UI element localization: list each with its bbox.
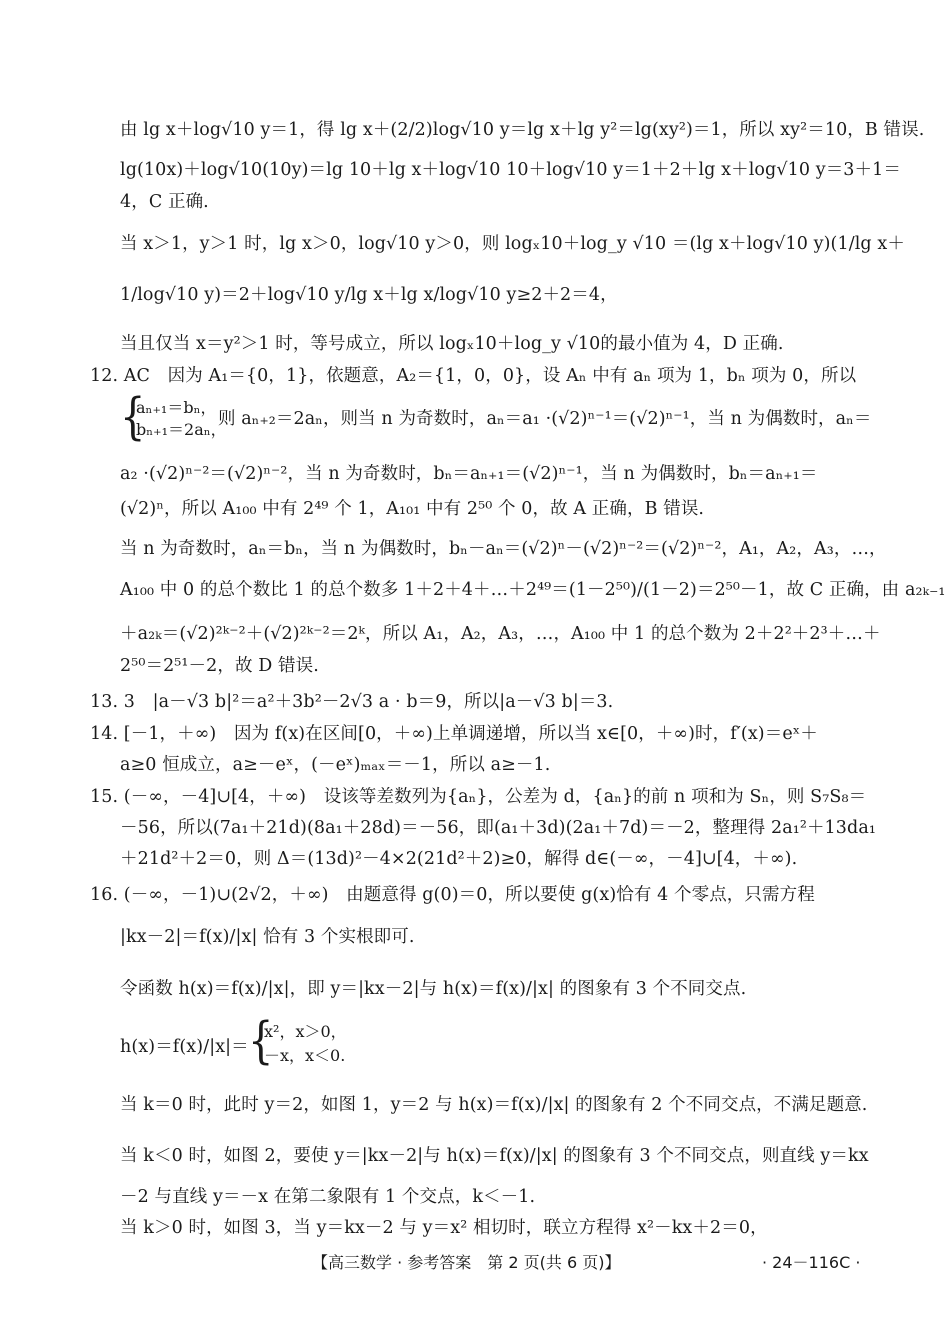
text-line: h(x)＝f(x)/|x|＝ [120, 1037, 249, 1057]
text-line: 4，C 正确. [120, 192, 209, 212]
system-row: bₙ₊₁＝2aₙ， [136, 420, 227, 439]
page-footer: 【高三数学 · 参考答案 第 2 页(共 6 页)】 [312, 1253, 621, 1272]
text-line: ＋21d²＋2＝0，则 Δ＝(13d)²－4×2(21d²＋2)≥0，解得 d∈(－∞，－4]∪[4，＋∞). [120, 849, 798, 869]
text-line: 当 k＝0 时，此时 y＝2，如图 1，y＝2 与 h(x)＝f(x)/|x| 的图象有 2 个不同交点，不满足题意. [120, 1095, 868, 1115]
answer-16-heading: 16. (－∞，－1)∪(2√2，＋∞) 由题意得 g(0)＝0，所以要使 g(x)恰有 4 个零点，只需方程 [90, 885, 815, 905]
text-line: －56，所以(7a₁＋21d)(8a₁＋28d)＝－56，即(a₁＋3d)(2a₁＋7d)＝－2，整理得 2a₁²＋13da₁ [120, 818, 876, 838]
answer-12-heading: 12. AC 因为 A₁＝{0，1}，依题意，A₂＝{1，0，0}，设 Aₙ 中有 aₙ 项为 1，bₙ 项为 0，所以 [90, 366, 857, 386]
answer-14: 14. [－1，＋∞) 因为 f(x)在区间[0，＋∞)上单调递增，所以当 x∈[0，＋∞)时，f′(x)＝eˣ＋ [90, 724, 818, 744]
answer-15: 15. (－∞，－4]∪[4，＋∞) 设该等差数列为{aₙ}，公差为 d，{aₙ}的前 n 项和为 Sₙ，则 S₇S₈＝ [90, 787, 867, 807]
text-line: 当且仅当 x＝y²＞1 时，等号成立，所以 logₓ10＋log_y √10的最小值为 4，D 正确. [120, 334, 784, 354]
piecewise-system-12 [120, 388, 230, 446]
text-line: 当 k＞0 时，如图 3，当 y＝kx－2 与 y＝x² 相切时，联立方程得 x²－kx＋2＝0， [120, 1218, 768, 1238]
left-brace: { [248, 1012, 274, 1070]
text-line: lg(10x)＋log√10(10y)＝lg 10＋lg x＋log√10 10＋log√10 y＝1＋2＋lg x＋log√10 y＝3＋1＝ [120, 160, 901, 180]
text-line: A₁₀₀ 中 0 的总个数比 1 的总个数多 1＋2＋4＋…＋2⁴⁹＝(1－2⁵⁰)/(1－2)＝2⁵⁰－1，故 C 正确，由 a₂ₖ₋₁ [120, 580, 946, 600]
system-row: aₙ₊₁＝bₙ， [136, 398, 217, 417]
left-brace: { [120, 388, 146, 446]
text-line: －2 与直线 y＝－x 在第二象限有 1 个交点，k＜－1. [120, 1187, 536, 1207]
function-row: x²，x＞0， [264, 1022, 347, 1041]
text-line: 令函数 h(x)＝f(x)/|x|，即 y＝|kx－2|与 h(x)＝f(x)/|x| 的图象有 3 个不同交点. [120, 979, 747, 999]
text-line: 1/log√10 y)＝2＋log√10 y/lg x＋lg x/log√10 y≥2＋2＝4， [120, 285, 618, 305]
answer-13: 13. 3 |a－√3 b|²＝a²＋3b²－2√3 a · b＝9，所以|a－√3 b|＝3. [90, 692, 614, 712]
text-line: ＋a₂ₖ＝(√2)²ᵏ⁻²＋(√2)²ᵏ⁻²＝2ᵏ，所以 A₁，A₂，A₃，…，A₁₀₀ 中 1 的总个数为 2＋2²＋2³＋…＋ [120, 624, 881, 644]
footer-code: · 24－116C · [762, 1253, 861, 1272]
text-line: 当 n 为奇数时，aₙ＝bₙ，当 n 为偶数时，bₙ－aₙ＝(√2)ⁿ－(√2)ⁿ⁻²＝(√2)ⁿ⁻²，A₁，A₂，A₃，…， [120, 539, 887, 559]
text-line: a≥0 恒成立，a≥－eˣ，(－eˣ)ₘₐₓ＝－1，所以 a≥－1. [120, 755, 551, 775]
text-line: 由 lg x＋log√10 y＝1，得 lg x＋(2/2)log√10 y＝lg x＋lg y²＝lg(xy²)＝1，所以 xy²＝10，B 错误. [120, 120, 925, 140]
text-line: 当 x＞1，y＞1 时，lg x＞0，log√10 y＞0，则 logₓ10＋log_y √10 ＝(lg x＋log√10 y)(1/lg x＋ [120, 234, 905, 254]
text-line: 当 k＜0 时，如图 2，要使 y＝|kx－2|与 h(x)＝f(x)/|x| 的图象有 3 个不同交点，则直线 y＝kx [120, 1146, 869, 1166]
text-line: |kx－2|＝f(x)/|x| 恰有 3 个实根即可. [120, 927, 415, 947]
text-line: 2⁵⁰＝2⁵¹－2，故 D 错误. [120, 656, 319, 676]
piecewise-function-h [248, 1012, 358, 1070]
text-line: (√2)ⁿ，所以 A₁₀₀ 中有 2⁴⁹ 个 1，A₁₀₁ 中有 2⁵⁰ 个 0，故 A 正确，B 错误. [120, 499, 705, 519]
text-line: 则 aₙ₊₂＝2aₙ，则当 n 为奇数时，aₙ＝a₁ ·(√2)ⁿ⁻¹＝(√2)ⁿ⁻¹，当 n 为偶数时，aₙ＝ [218, 409, 872, 429]
text-line: a₂ ·(√2)ⁿ⁻²＝(√2)ⁿ⁻²，当 n 为奇数时，bₙ＝aₙ₊₁＝(√2)ⁿ⁻¹，当 n 为偶数时，bₙ＝aₙ₊₁＝ [120, 464, 818, 484]
function-row: －x，x＜0. [264, 1046, 346, 1065]
